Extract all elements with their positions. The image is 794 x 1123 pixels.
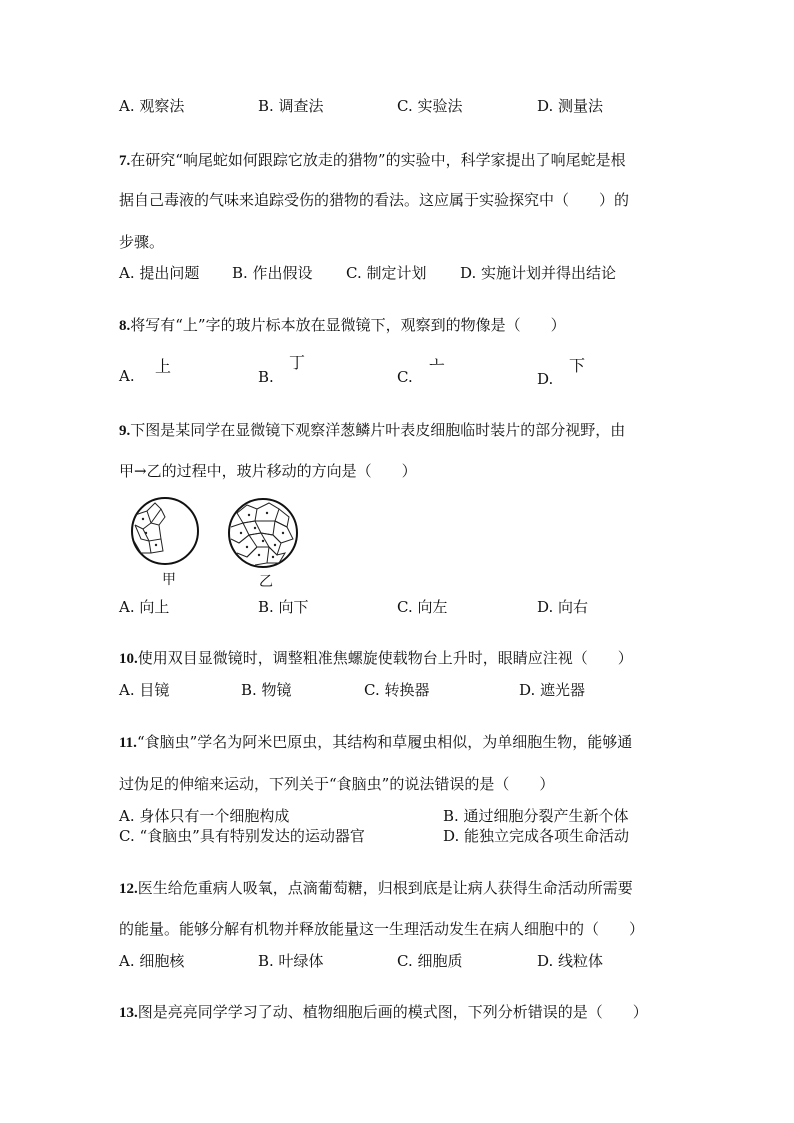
q6-option-a: A. 观察法 — [119, 97, 185, 115]
q8-option-a-glyph: 上 — [155, 357, 172, 376]
q8-line-1 — [119, 315, 566, 336]
q8-option-d-glyph: 下 — [569, 356, 586, 375]
q9-line-2: 甲→乙的过程中，玻片移动的方向是（ ） — [119, 462, 417, 480]
field-jia-image — [132, 498, 198, 564]
q10-line-1 — [119, 648, 633, 669]
q12-option-a: A. 细胞核 — [119, 952, 185, 970]
q7-option-c: C. 制定计划 — [346, 264, 427, 282]
q9-text-1: 下图是某同学在显微镜下观察洋葱鳞片叶表皮细胞临时装片的部分视野，由 — [130, 421, 626, 439]
q10-text-1: 使用双目显微镜时，调整粗准焦螺旋使载物台上升时，眼睛应注视（ ） — [137, 649, 633, 667]
q8-option-c-letter: C. — [397, 368, 413, 386]
q8-option-b-letter: B. — [258, 368, 274, 386]
q10-option-a: A. 目镜 — [119, 681, 170, 699]
q7-number: 7. — [119, 153, 131, 169]
q9-label-jia: 甲 — [162, 572, 176, 588]
q7-option-a: A. 提出问题 — [119, 264, 200, 282]
q10-option-d: D. 遮光器 — [519, 681, 586, 699]
q9-number: 9. — [119, 423, 131, 439]
q7-line-3: 步骤。 — [119, 233, 165, 251]
q12-option-b: B. 叶绿体 — [258, 952, 324, 970]
q6-option-d: D. 测量法 — [537, 97, 604, 115]
q8-option-d-letter: D. — [537, 370, 554, 388]
q7-line-1 — [119, 150, 626, 171]
q13-number: 13. — [119, 1005, 138, 1021]
q11-option-b: B. 通过细胞分裂产生新个体 — [443, 807, 629, 825]
q6-option-c: C. 实验法 — [397, 97, 463, 115]
q9-option-c: C. 向左 — [397, 598, 448, 616]
q9-option-b: B. 向下 — [258, 598, 309, 616]
q7-text-1: 在研究“响尾蛇如何跟踪它放走的猎物”的实验中，科学家提出了响尾蛇是根 — [130, 151, 626, 169]
q6-option-b: B. 调查法 — [258, 97, 324, 115]
q11-number: 11. — [119, 735, 137, 751]
q11-text-1: “食脑虫”学名为阿米巴原虫，其结构和草履虫相似，为单细胞生物，能够通 — [136, 733, 633, 751]
q9-line-1 — [119, 420, 625, 441]
q9-option-a: A. 向上 — [119, 598, 170, 616]
q10-option-b: B. 物镜 — [241, 681, 292, 699]
q7-line-2: 据自己毒液的气味来追踪受伤的猎物的看法。这应属于实验探究中（ ）的 — [119, 191, 630, 209]
q7-option-d: D. 实施计划并得出结论 — [460, 264, 617, 282]
q11-option-c: C. “食脑虫”具有特别发达的运动器官 — [119, 827, 365, 845]
field-yi-image — [229, 499, 297, 567]
microscope-fields-figure — [125, 495, 305, 575]
q13-text-1: 图是亮亮同学学习了动、植物细胞后画的模式图，下列分析错误的是（ ） — [137, 1003, 648, 1021]
q11-option-a: A. 身体只有一个细胞构成 — [119, 807, 290, 825]
q11-option-d: D. 能独立完成各项生命活动 — [443, 827, 630, 845]
q8-option-c-glyph: ㅗ — [429, 353, 445, 372]
q9-option-d: D. 向右 — [537, 598, 589, 616]
q12-line-1 — [119, 878, 633, 899]
q9-label-yi: 乙 — [259, 574, 273, 590]
q11-line-2: 过伪足的伸缩来运动，下列关于“食脑虫”的说法错误的是（ ） — [119, 775, 555, 793]
q12-option-c: C. 细胞质 — [397, 952, 463, 970]
q12-option-d: D. 线粒体 — [537, 952, 604, 970]
q11-line-1 — [119, 732, 632, 753]
q12-number: 12. — [119, 881, 138, 897]
q12-line-2: 的能量。能够分解有机物并释放能量这一生理活动发生在病人细胞中的（ ） — [119, 920, 645, 938]
q8-number: 8. — [119, 318, 131, 334]
q7-option-b: B. 作出假设 — [232, 264, 313, 282]
q12-text-1: 医生给危重病人吸氧，点滴葡萄糖，归根到底是让病人获得生命活动所需要 — [137, 879, 633, 897]
q8-text-1: 将写有“上”字的玻片标本放在显微镜下，观察到的物像是（ ） — [130, 316, 566, 334]
q10-option-c: C. 转换器 — [364, 681, 430, 699]
q10-number: 10. — [119, 651, 138, 667]
q8-option-b-glyph: 丁 — [289, 353, 306, 372]
q8-option-a-letter: A. — [119, 367, 135, 385]
q13-line-1 — [119, 1002, 648, 1023]
